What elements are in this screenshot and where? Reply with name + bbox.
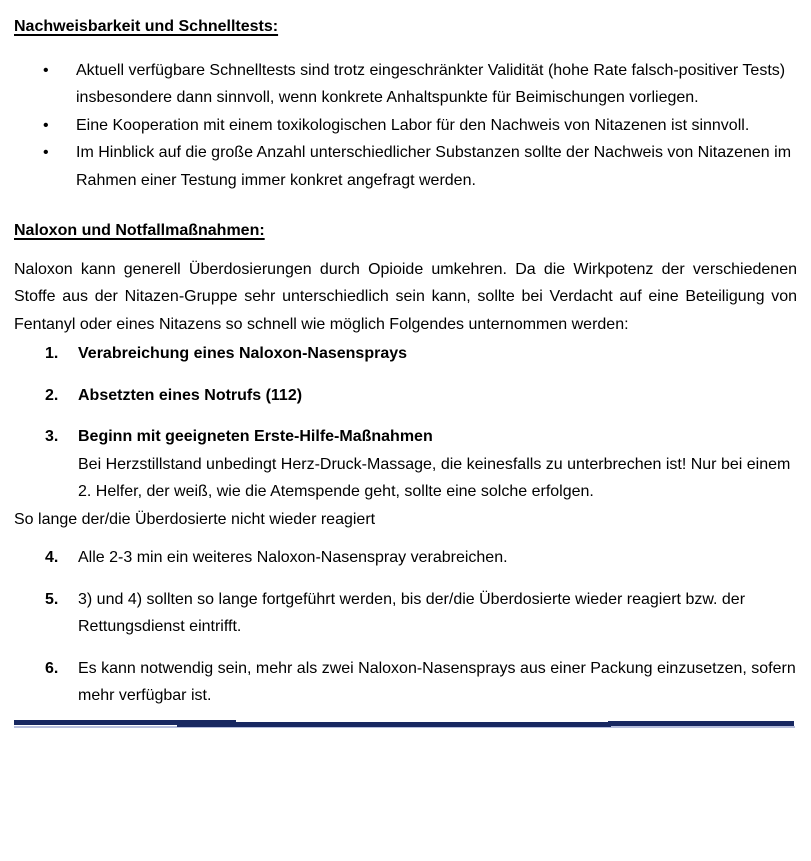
step-title: Beginn mit geeigneten Erste-Hilfe-Maßnahmen xyxy=(78,428,433,445)
step-body: Alle 2-3 min ein weiteres Naloxon-Nasenspray verabreichen. xyxy=(78,549,508,566)
bullet-text: Aktuell verfügbare Schnelltests sind trotz eingeschränkter Validität (hohe Rate falsch-positiver Tests) insbesondere dann sinnvoll, wenn konkrete Anhaltspunkte für Beimischungen vorliegen. xyxy=(76,61,786,106)
section-heading-detectability: Nachweisbarkeit und Schnelltests: xyxy=(14,18,279,35)
bullet-text: Im Hinblick auf die große Anzahl unterschiedlicher Substanzen sollte der Nachweis von Nitazenen im Rahmen einer Testung immer konkret angefragt werden. xyxy=(76,144,792,189)
step-title: Absetzten eines Notrufs (112) xyxy=(78,386,303,404)
naloxone-intro-paragraph: Naloxon kann generell Überdosierungen durch Opioide umkehren. Da die Wirkpotenz der verschiedenen Stoffe aus der Nitazen-Gruppe sehr unterschiedlich sein kann, sollte bei Verdacht auf eine Beteiligung von Fentanyl oder eines Nitazens so schnell wie möglich Folgendes unternommen werden: xyxy=(14,260,797,333)
bullet-text: Eine Kooperation mit einem toxikologischen Labor für den Nachweis von Nitazenen ist sinnvoll. xyxy=(76,116,750,134)
step-body: Es kann notwendig sein, mehr als zwei Naloxon-Nasensprays aus einer Packung einzusetzen, sofern mehr verfügbar ist. xyxy=(78,659,796,704)
divider-segment xyxy=(608,721,794,726)
bullet-item xyxy=(14,57,797,112)
divider-segment xyxy=(177,722,611,727)
step-number: 3. xyxy=(45,428,59,445)
bullet-marker-icon: • xyxy=(43,116,49,134)
section-heading-naloxone: Naloxon und Notfallmaßnahmen: xyxy=(14,222,265,239)
bullet-marker-icon: • xyxy=(43,144,49,161)
step-item-4 xyxy=(14,544,797,572)
step-number: 4. xyxy=(45,549,59,566)
step-number: 2. xyxy=(45,386,59,404)
bullet-item xyxy=(14,139,797,194)
step-title: Verabreichung eines Naloxon-Nasensprays xyxy=(78,345,408,362)
step-number: 1. xyxy=(45,345,59,362)
step-number: 6. xyxy=(45,659,59,677)
step-number: 5. xyxy=(45,590,59,608)
step-item-1 xyxy=(14,340,797,368)
interject-paragraph: So lange der/die Überdosierte nicht wieder reagiert xyxy=(14,510,376,528)
step-item-6 xyxy=(14,655,797,710)
numbered-steps-4-6 xyxy=(14,544,797,710)
bullet-item xyxy=(14,112,797,140)
step-body: 3) und 4) sollten so lange fortgeführt werden, bis der/die Überdosierte wieder reagiert bzw. der Rettungsdienst eintrifft. xyxy=(78,590,746,635)
bullet-marker-icon: • xyxy=(43,61,49,79)
bullet-list xyxy=(14,57,797,195)
numbered-steps-1-3 xyxy=(14,340,797,506)
divider-rule xyxy=(14,720,797,729)
step-item-5 xyxy=(14,586,797,641)
step-item-3 xyxy=(14,423,797,506)
step-body: Bei Herzstillstand unbedingt Herz-Druck-Massage, die keinesfalls zu unterbrechen ist! Nur bei einem 2. Helfer, der weiß, wie die Atemspende geht, sollte eine solche erfolgen. xyxy=(78,455,791,500)
step-item-2 xyxy=(14,382,797,410)
